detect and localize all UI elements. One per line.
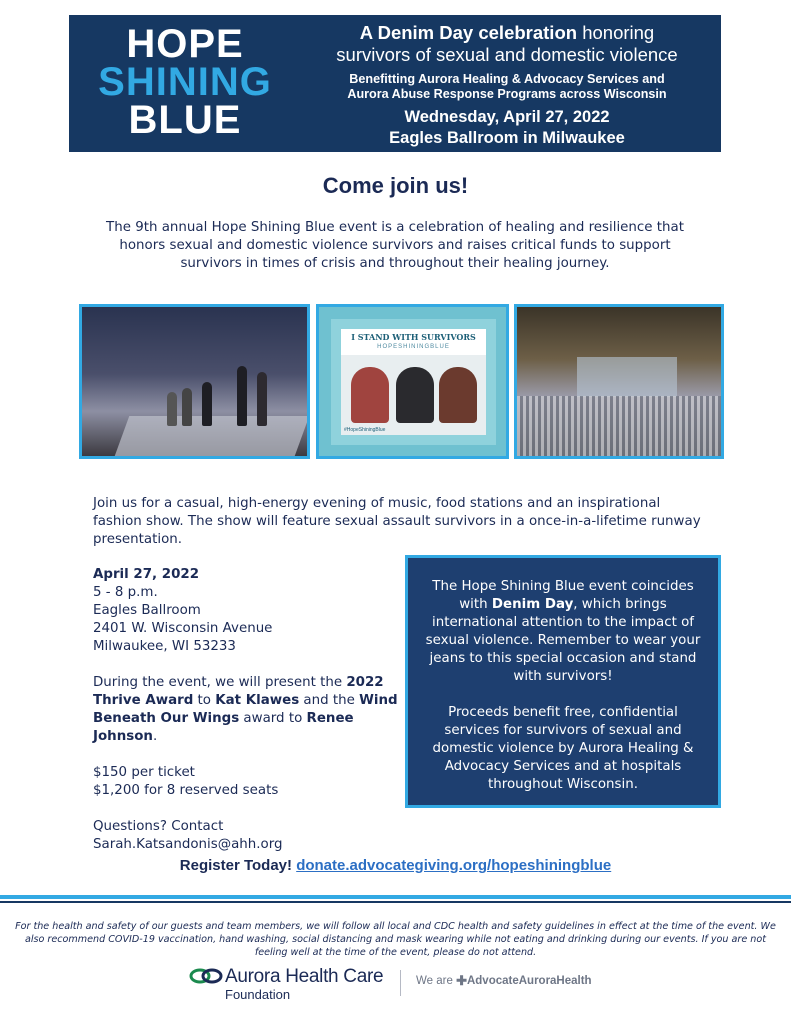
model-figure: [237, 366, 247, 426]
banner-venue: Eagles Ballroom in Milwaukee: [389, 129, 625, 147]
details-street: 2401 W. Wisconsin Avenue: [93, 621, 273, 636]
table-price: $1,200 for 8 reserved seats: [93, 783, 279, 798]
register-link[interactable]: donate.advocategiving.org/hopeshiningblue: [296, 857, 612, 874]
award-name: Wind Beneath Our Wings: [93, 693, 398, 726]
frame-subtitle: HOPESHININGBLUE: [377, 344, 450, 350]
event-description: Join us for a casual, high-energy evening of music, food stations and an inspirational fashion show. The show will feature sexual assault survivors in a once-in-a-lifetime runway presentation.: [93, 496, 701, 547]
aurora-logo-icon: [189, 968, 223, 984]
contact-email[interactable]: Sarah.Katsandonis@ahh.org: [93, 837, 283, 852]
aurora-name: Aurora Health Care: [225, 966, 384, 987]
we-are-label: We are: [416, 975, 457, 987]
award-part: .: [152, 729, 158, 744]
award-text: [93, 674, 403, 746]
award-recipient: Kat Klawes: [215, 693, 300, 708]
date-bold: April 27, 2022: [93, 567, 200, 582]
tagline-rest: honoring: [577, 22, 655, 43]
survivor-frame: [331, 319, 496, 445]
advocate-plus-icon: ✚: [456, 973, 467, 988]
runway-stage: [115, 416, 310, 456]
page-heading: Come join us!: [322, 173, 469, 198]
frame-header: [341, 329, 486, 355]
logo-hope: HOPE: [126, 22, 244, 66]
banner-tagline: [297, 21, 717, 44]
proceeds-paragraph: Proceeds benefit free, confidential services for survivors of sexual and domestic violence by Aurora Healing & Advocacy Services and at hospitals throughout Wisconsin.: [432, 705, 694, 792]
photo-frame-photo: [316, 304, 509, 459]
banner-date: Wednesday, April 27, 2022: [404, 108, 610, 126]
box-text: The Hope Shining Blue event coincides with: [432, 579, 694, 612]
tagline-bold: A Denim Day celebration: [359, 22, 578, 43]
questions-label: Questions? Contact: [93, 819, 224, 834]
hope-shining-blue-logo: [79, 22, 291, 142]
register-label: Register Today!: [179, 857, 297, 874]
intro-paragraph: The 9th annual Hope Shining Blue event is a celebration of healing and resilience that honors sexual and domestic violence survivors and raises critical funds to support survivors in times of crisis and throughout their healing journey.: [106, 220, 684, 271]
details-venue: Eagles Ballroom: [93, 603, 201, 618]
event-details: [93, 566, 403, 854]
frame-hashtag: #HopeShiningBlue: [344, 427, 386, 433]
model-figure: [167, 392, 177, 426]
award-recipient: Renee Johnson: [93, 711, 354, 744]
frame-title: I STAND WITH SURVIVORS: [351, 332, 476, 342]
footer-divider: [400, 970, 401, 996]
award-part: and the: [299, 693, 360, 708]
award-part: to: [193, 693, 216, 708]
aurora-foundation-logo: [189, 966, 389, 1006]
aurora-foundation: Foundation: [225, 987, 291, 1002]
person-3: [439, 367, 477, 423]
person-2: [396, 367, 434, 423]
denim-day-bold: Denim Day: [491, 597, 574, 612]
model-figure: [182, 388, 192, 426]
banner-tagline-2: survivors of sexual and domestic violence: [336, 44, 678, 65]
banner-text: [297, 21, 717, 149]
ballroom-crowd: [517, 396, 721, 456]
runway-photo: [79, 304, 310, 459]
health-disclaimer: For the health and safety of our guests and team members, we will follow all local and CDC health and safety guidelines in effect at the time of the event. We also recommend COVID-19 vaccination, hand washing, social distancing and mask wearing while not eating and drinking during our events. If you are not feeling well at the time of the event, please do not attend.: [15, 921, 776, 958]
details-city: Milwaukee, WI 53233: [93, 639, 236, 654]
divider-navy: [0, 901, 791, 903]
award-part: award to: [239, 711, 307, 726]
details-date: [93, 566, 403, 584]
model-figure: [202, 382, 212, 426]
advocate-name: AdvocateAuroraHealth: [466, 975, 592, 987]
divider-blue: [0, 895, 791, 899]
logo-shining: SHINING: [98, 60, 272, 104]
award-part: During the event, we will present the: [93, 675, 347, 690]
register-line: [0, 857, 791, 874]
denim-day-box: [405, 555, 721, 808]
award-name: 2022 Thrive Award: [93, 675, 384, 708]
person-1: [351, 367, 389, 423]
ballroom-stage: [577, 357, 677, 397]
model-figure: [257, 372, 267, 426]
details-time: 5 - 8 p.m.: [93, 585, 158, 600]
banner-benefit-2: Aurora Abuse Response Programs across Wisconsin: [347, 87, 667, 101]
banner-benefit-1: Benefitting Aurora Healing & Advocacy Services and: [349, 72, 665, 86]
event-banner: [69, 15, 721, 152]
ticket-price: $150 per ticket: [93, 765, 195, 780]
logo-blue: BLUE: [128, 98, 242, 142]
ballroom-photo: [514, 304, 724, 459]
box-text: , which brings international attention to the impact of sexual violence. Remember to wear your jeans to this special occasion and stand with survivors!: [425, 597, 701, 684]
advocate-aurora-logo: [416, 973, 592, 989]
denim-day-paragraph: [420, 578, 706, 686]
